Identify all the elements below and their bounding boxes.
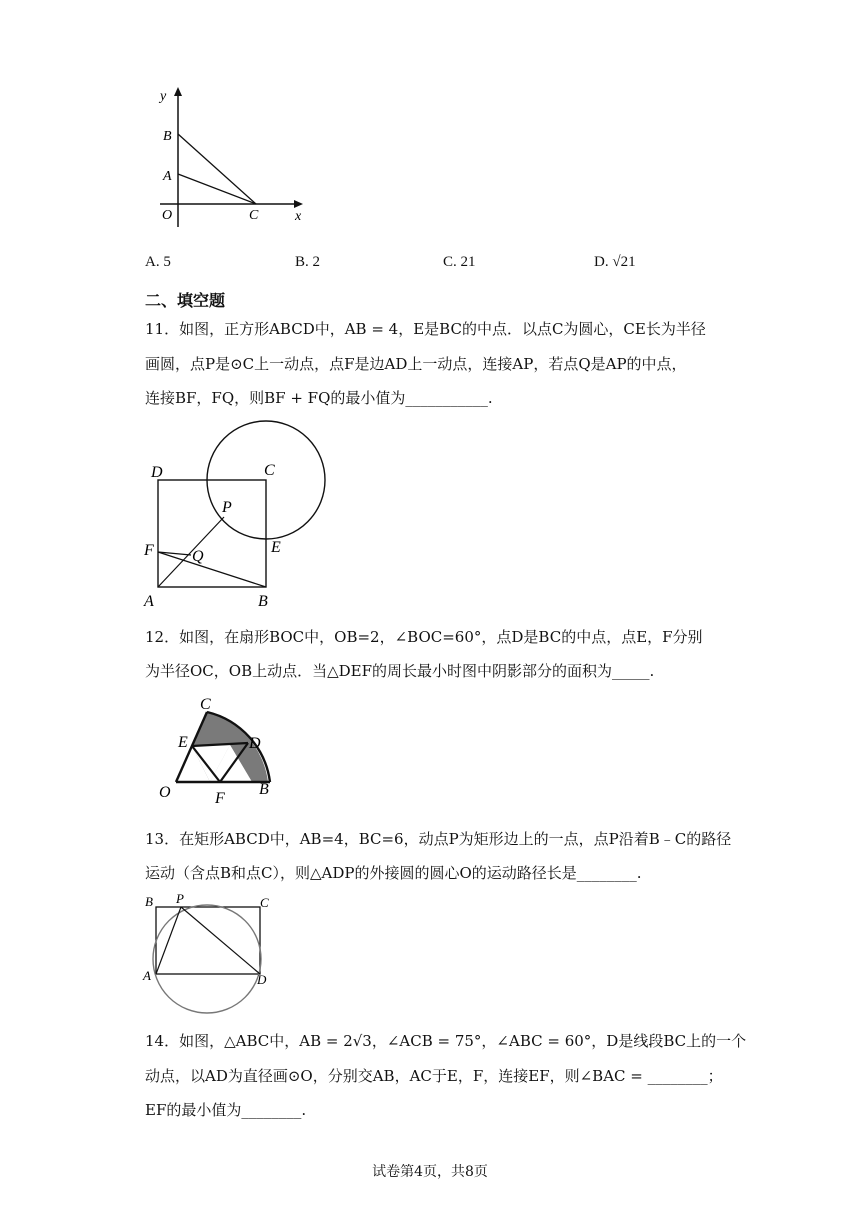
page-footer: 试卷第4页，共8页 bbox=[372, 1164, 488, 1180]
q11-line1: 11．如图，正方形ABCD中，AB = 4，E是BC的中点．以点C为圆心，CE长为半径 bbox=[145, 320, 706, 338]
label-x: x bbox=[295, 209, 302, 224]
option-d: D. √21 bbox=[594, 254, 636, 270]
label-Q: Q bbox=[192, 548, 204, 565]
label-D: D bbox=[257, 972, 267, 987]
option-b: B. 2 bbox=[295, 254, 321, 270]
q14-line1: 14．如图，△ABC中，AB = 2√3，∠ACB = 75°，∠ABC = 60°，D是线段BC上的一个 bbox=[145, 1032, 747, 1050]
option-c: C. 21 bbox=[443, 254, 476, 270]
section-title: 二、填空题 bbox=[145, 291, 226, 310]
q11-line3: 连接BF，FQ，则BF + FQ的最小值为___________. bbox=[145, 389, 493, 407]
label-C: C bbox=[264, 462, 275, 479]
label-B: B bbox=[258, 593, 268, 610]
label-P: P bbox=[176, 891, 184, 906]
q12-line1: 12．如图，在扇形BOC中，OB=2，∠BOC=60°，点D是BC的中点，点E，F分别 bbox=[145, 628, 703, 646]
figure-q12 bbox=[150, 693, 290, 808]
figure-q11 bbox=[140, 415, 340, 615]
label-B: B bbox=[163, 129, 172, 144]
figure-coordinate bbox=[150, 82, 310, 232]
label-E: E bbox=[271, 539, 281, 556]
q13-line2: 运动（含点B和点C），则△ADP的外接圆的圆心O的运动路径长是________. bbox=[145, 864, 642, 882]
figure-q13 bbox=[140, 890, 280, 1020]
q14-line2: 动点，以AD为直径画⊙O，分别交AB，AC于E，F，连接EF，则∠BAC = ________； bbox=[145, 1067, 723, 1085]
q11-line2: 画圆，点P是⊙C上一动点，点F是边AD上一动点，连接AP，若点Q是AP的中点， bbox=[145, 355, 687, 373]
label-y: y bbox=[160, 89, 167, 104]
label-C: C bbox=[260, 895, 269, 910]
label-F: F bbox=[215, 790, 225, 807]
q13-line1: 13．在矩形ABCD中，AB=4，BC=6，动点P为矩形边上的一点，点P沿着B﹣C的路径 bbox=[145, 830, 732, 848]
label-A: A bbox=[163, 169, 172, 184]
label-B: B bbox=[259, 781, 269, 798]
label-B: B bbox=[145, 894, 153, 909]
option-a: A. 5 bbox=[145, 254, 171, 270]
label-E: E bbox=[178, 734, 188, 751]
label-P: P bbox=[222, 499, 232, 516]
label-O: O bbox=[162, 208, 173, 223]
label-D: D bbox=[249, 735, 261, 752]
label-C: C bbox=[200, 696, 211, 713]
label-A: A bbox=[143, 968, 151, 983]
q14-line3: EF的最小值为________. bbox=[145, 1101, 307, 1119]
label-F: F bbox=[144, 542, 154, 559]
label-A: A bbox=[144, 593, 154, 610]
label-O: O bbox=[159, 784, 171, 801]
label-C: C bbox=[249, 208, 259, 223]
q12-line2: 为半径OC，OB上动点．当△DEF的周长最小时图中阴影部分的面积为_____. bbox=[145, 662, 655, 680]
label-D: D bbox=[151, 464, 163, 481]
